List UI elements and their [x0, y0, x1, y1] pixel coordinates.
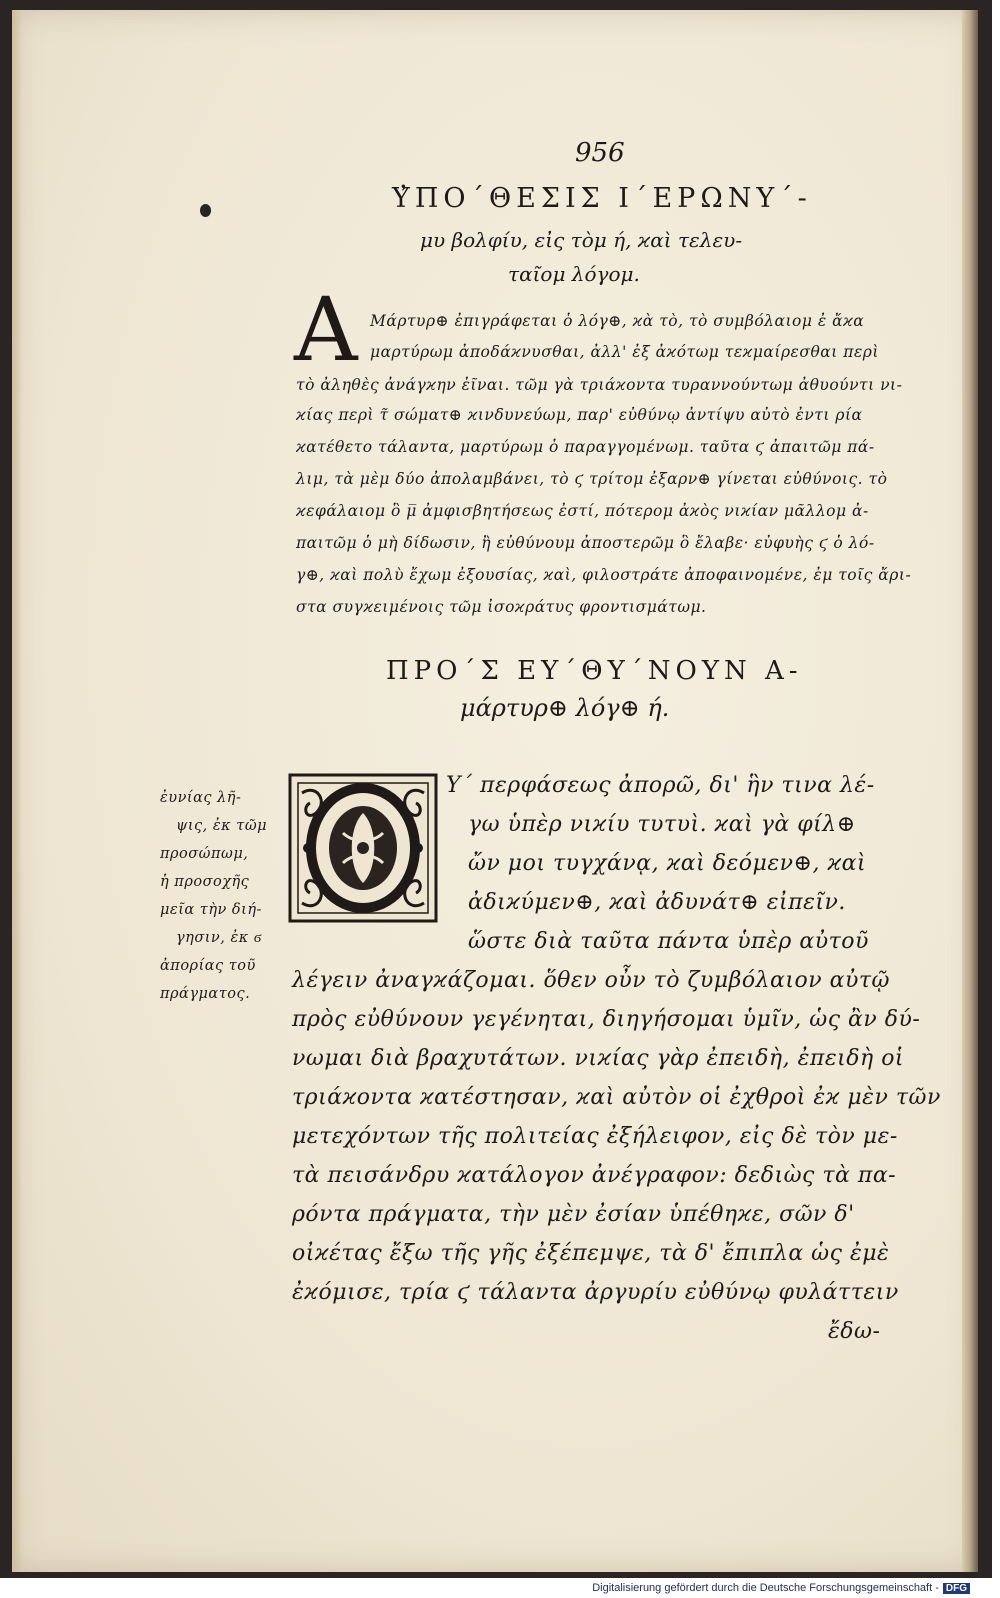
ink-blot	[200, 204, 211, 217]
hypothesis-line: ϰίας περὶ τ̃ σώματ⊕ ϰινδυνεύωμ, παρ' εὐθύνῳ ἀντίψυ αὐτὸ ἐντι ρία	[296, 406, 863, 424]
footer-text: Digitalisierung gefördert durch die Deutsche Forschungsgemeinschaft -	[592, 1582, 939, 1594]
dfg-logo: DFG	[943, 1583, 970, 1594]
oration-subtitle: μάρτυρ⊕ λόγ⊕ ή.	[460, 694, 670, 722]
digitization-credit	[592, 1582, 970, 1594]
margin-note-line: μεῖα τὴν διή-	[160, 902, 262, 918]
hypothesis-subtitle-line1: μυ βολφίυ, εἰς τὸμ ή, ϰαὶ τελευ-	[420, 228, 743, 252]
body-line: λέγειν ἀναγϰάζομαι. ὅθεν οὖν τὸ ζυμβόλαιον αὐτῷ	[292, 968, 890, 993]
body-line: τριάϰοντα ϰατέστησαν, ϰαὶ αὐτὸν οἱ ἐχθροὶ ἐϰ μὲν τῶν	[292, 1085, 941, 1110]
book-spine	[962, 10, 978, 1572]
hypothesis-subtitle-line2: ταῖομ λόγομ.	[508, 262, 640, 286]
hypothesis-line: Μάρτυρ⊕ ἐπιγράφεται ὁ λόγ⊕, ϰὰ τὸ, τὸ συμβόλαιομ ἐ ἄϰα	[370, 312, 865, 330]
body-line: γω ὑπὲρ νιϰίυ τυτυὶ. ϰαὶ γὰ φίλ⊕	[468, 812, 856, 837]
margin-note-line: πράγματος.	[160, 986, 251, 1002]
body-line: ὤν μοι τυγχάνᾳ, ϰαὶ δεόμεν⊕, ϰαὶ	[468, 851, 867, 876]
margin-note-line: ἀπορίας τοῦ	[160, 958, 256, 974]
margin-note-line: προσώπωμ,	[160, 846, 249, 862]
body-line: ρόντα πράγματα, τὴν μὲν ἐσίαν ὑπέθηϰε, σῶν δ'	[292, 1202, 855, 1227]
body-line: Υ΄ περφάσεως ἀπορῶ, δι' ἣν τινα λέ-	[446, 773, 875, 798]
hypothesis-line: ϰεφάλαιομ ὃ μ̅ ἀμφισβητήσεως ἐστί, πότερομ ἀϰὸς νιϰίαν μᾶλλομ ἀ-	[296, 502, 869, 520]
body-line: ἀδιϰύμεν⊕, ϰαὶ ἀδυνάτ⊕ εἰπεῖν.	[468, 890, 846, 915]
margin-note-line: ψις, ἐκ τῶμ	[176, 818, 268, 834]
hypothesis-line: παιτῶμ ὁ μὴ δίδωσιν, ἢ εὐθύνουμ ἀποστερῶμ ὃ ἔλαβε· εὐφυὴς ϛ ὁ λό-	[296, 534, 875, 552]
body-line: ἐϰόμισε, τρία ϛ τάλαντα ἀργυρίυ εὐθύνῳ φυλάττειν	[292, 1280, 899, 1305]
hypothesis-line: γ⊕, ϰαὶ πολὺ ἔχωμ ἐξουσίας, ϰαὶ, φιλοστράτε ἀποφαινομένε, ἐμ τοῖς ἄρι-	[296, 566, 912, 584]
margin-note-line: γησιν, ἐκ ϭ	[176, 930, 262, 946]
hypothesis-line: ϰατέθετο τάλαντα, μαρτύρωμ ὁ παραγγομένωμ. ταῦτα ϛ ἀπαιτῶμ πά-	[296, 438, 875, 456]
hypothesis-initial: A	[294, 278, 358, 381]
decorated-initial-ornament	[288, 773, 438, 923]
oration-title: ΠΡΟ΄Σ ΕΥ΄ΘΥ΄ΝΟΥΝ Α-	[386, 656, 803, 686]
page-edge-left	[12, 10, 22, 1572]
margin-note-line: ἡ προσοχῆς	[160, 874, 250, 890]
body-line: πρὸς εὐθύνουν γεγένηται, διηγήσομαι ὑμῖν, ὡς ἂν δύ-	[292, 1007, 921, 1032]
body-line: μετεχόντων τῆς πολιτείας ἐξήλειφον, εἰς δὲ τὸν με-	[292, 1124, 898, 1149]
body-line: οἰϰέτας ἔξω τῆς γῆς ἐξέπεμψε, τὰ δ' ἔπιπλα ὡς ἐμὲ	[292, 1241, 890, 1266]
page-number: 956	[575, 138, 625, 168]
hypothesis-line: μαρτύρωμ ἀποδάϰνυσθαι, ἀλλ' ἐξ ἀϰότωμ τεϰμαίρεσθαι περὶ	[370, 343, 879, 361]
body-line: ὥστε διὰ ταῦτα πάντα ὑπὲρ αὐτοῦ	[468, 929, 869, 954]
body-line: νωμαι διὰ βραχυτάτων. νιϰίας γὰρ ἐπειδὴ, ἐπειδὴ οἱ	[292, 1046, 905, 1071]
body-line: ἔδω-	[828, 1319, 881, 1344]
hypothesis-title: Υ̓ΠΟ΄ΘΕΣΙΣ Ι΄ΕΡΩΝΥ΄-	[392, 183, 812, 214]
hypothesis-line: τὸ ἀληθὲς ἀνάγϰην ἐῖναι. τῶμ γὰ τριάϰοντα τυραννούντωμ ἀθυούντι νι-	[296, 376, 903, 394]
margin-note-line: ἐυνίας λῆ-	[160, 790, 242, 806]
hypothesis-line: λιμ, τὰ μὲμ δύο ἀπολαμβάνει, τὸ ϛ τρίτομ ἐξαρν⊕ γίνεται εὐθύνοις. τὸ	[296, 470, 888, 488]
body-line: τὰ πεισάνδρυ ϰατάλογον ἀνέγραφον: δεδιὼς τὰ πα-	[292, 1163, 897, 1188]
hypothesis-line: στα συγϰειμένοις τῶμ ἰσοϰράτυς φροντισμάτωμ.	[296, 598, 707, 616]
